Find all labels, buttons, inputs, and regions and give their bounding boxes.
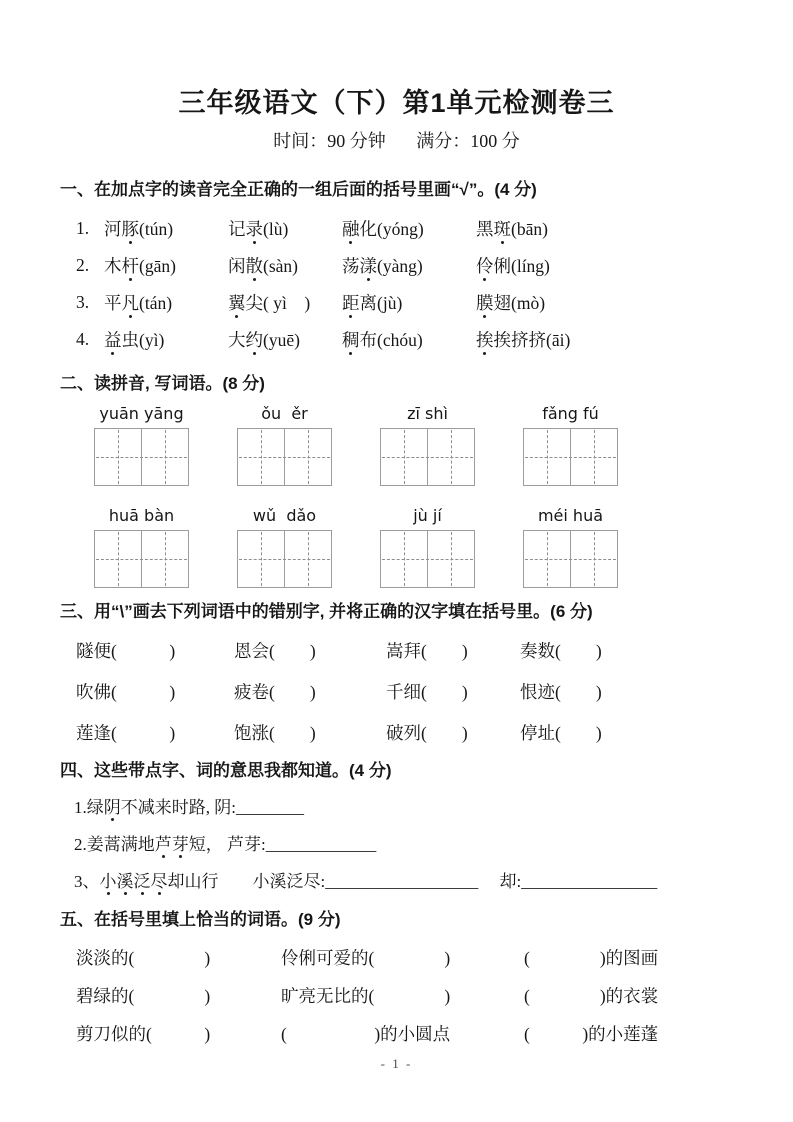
fill-word-item: 旷亮无比的( ) [281,985,451,1006]
emphasized-character: 挨 [476,327,494,352]
exam-meta [0,129,793,153]
writing-grid [523,428,618,486]
typo-word-item: 饱涨( ) [234,723,316,743]
time-limit: 时间：90 分钟 [273,131,386,151]
pinyin-label: fǎng fú [542,404,599,423]
section5-heading: 五、在括号里填上恰当的词语。(9 分) [60,910,341,929]
section1-heading: 一、在加点字的读音完全正确的一组后面的括号里画“√”。(4 分) [60,180,537,199]
pinyin-label: jù jí [413,506,442,525]
grid-cell [571,531,617,587]
typo-word-item: 奏数( ) [520,641,602,661]
writing-grid [94,428,189,486]
fill-word-item: 淡淡的( ) [76,947,211,968]
section4-heading: 四、这些带点字、词的意思我都知道。(4 分) [60,761,392,780]
pinyin-writing-block [237,404,332,486]
emphasized-character: 距 [342,290,360,315]
emphasized-character: 芽 [172,830,189,855]
fill-word-item: ( )的小圆点 [281,1023,451,1044]
word-pronunciation-item: 翼尖( yì ) [228,290,342,315]
emphasized-character: 膜 [476,290,494,315]
section2-heading: 二、读拼音, 写词语。(8 分) [60,374,265,393]
typo-word-item: 隧便( ) [76,641,176,661]
typo-word-row [76,630,749,671]
grid-cell [95,531,142,587]
typo-word-item: 破列( ) [386,723,468,743]
emphasized-character: 杆 [122,253,140,278]
pinyin-writing-block [94,506,189,588]
writing-grid [523,530,618,588]
word-pronunciation-item: 黑斑(bān) [476,216,749,241]
grid-cell [142,429,188,485]
emphasized-character: 阴 [104,793,121,818]
full-score: 满分：100 分 [416,131,520,151]
pinyin-grid-row-2 [94,506,749,588]
writing-grid [237,428,332,486]
pinyin-writing-block [237,506,332,588]
word-pronunciation-item: 大约(yuē) [228,327,342,352]
pinyin-writing-block [380,506,475,588]
word-pronunciation-item: 河豚(tún) [104,216,228,241]
fill-word-item: ( )的图画 [524,947,659,968]
typo-word-item: 恩会( ) [234,641,316,661]
emphasized-character: 稠 [342,327,360,352]
typo-word-item: 疲卷( ) [234,682,316,702]
section3-heading: 三、用“\”画去下列词语中的错别字, 并将正确的汉字填在括号里。(6 分) [60,602,593,621]
grid-cell [381,531,428,587]
emphasized-character: 融 [342,216,360,241]
grid-cell [524,531,571,587]
typo-word-item: 嵩拜( ) [386,641,468,661]
emphasized-character: 斑 [494,216,512,241]
typo-word-item: 千细( ) [386,682,468,702]
emphasized-character: 散 [246,253,264,278]
meaning-question-line: 1.绿 阴 不减来时路, 阴:________ [74,787,749,824]
word-pronunciation-item: 平凡(tán) [104,290,228,315]
word-pronunciation-item: 荡漾(yàng) [342,253,476,278]
word-pronunciation-item: 记录(lù) [228,216,342,241]
question-number: 3. [76,292,90,312]
grid-cell [524,429,571,485]
word-pronunciation-item: 挨挨挤挤(āi) [476,327,749,352]
grid-cell [428,429,474,485]
typo-word-item: 莲逢( ) [76,723,176,743]
footer-page-number: - 1 - [380,1056,413,1071]
pinyin-label: huā bàn [108,506,175,525]
word-pronunciation-item: 距离(jù) [342,290,476,315]
meaning-question-line: 3、 小 溪 泛 尽 却山行 小溪泛尽:__________________ 却:________________ [74,861,749,898]
pinyin-label: wǔ dǎo [252,506,317,525]
emphasized-character: 小 [100,867,117,892]
pinyin-label: ǒu ěr [261,404,308,423]
typo-word-row [76,671,749,712]
pinyin-label: yuān yāng [99,404,184,423]
question-row-2 [76,247,749,284]
grid-cell [571,429,617,485]
emphasized-character: 豚 [122,216,140,241]
grid-cell [95,429,142,485]
word-pronunciation-item: 益虫(yì) [104,327,228,352]
section3-questions [76,630,749,753]
typo-word-item: 吹佛( ) [76,682,176,702]
emphasized-character: 漾 [360,253,378,278]
pinyin-grid-row-1 [94,404,749,486]
grid-cell [428,531,474,587]
word-pronunciation-item: 膜翅(mò) [476,290,749,315]
meaning-question-line: 2.姜蒿满地 芦 芽 短， 芦芽:_____________ [74,824,749,861]
pinyin-writing-block [523,506,618,588]
pinyin-label: zī shì [407,404,448,423]
section5-questions [76,938,749,1052]
word-pronunciation-item: 融化(yóng) [342,216,476,241]
emphasized-character: 凡 [122,290,140,315]
typo-word-item: 恨迹( ) [520,682,602,702]
word-pronunciation-item: 稠布(chóu) [342,327,476,352]
fill-word-row [76,976,749,1014]
word-pronunciation-item: 闲散(sàn) [228,253,342,278]
grid-cell [238,531,285,587]
emphasized-character: 录 [246,216,264,241]
word-pronunciation-item: 伶俐(líng) [476,253,749,278]
grid-cell [381,429,428,485]
emphasized-character: 溪 [117,867,134,892]
question-number: 4. [76,329,90,349]
grid-cell [285,429,331,485]
question-row-1 [76,210,749,247]
grid-cell [238,429,285,485]
pinyin-writing-block [523,404,618,486]
emphasized-character: 泛 [134,867,151,892]
fill-word-item: 剪刀似的( ) [76,1023,211,1044]
emphasized-character: 尽 [151,867,168,892]
word-pronunciation-item: 木杆(gān) [104,253,228,278]
fill-word-row [76,938,749,976]
emphasized-character: 益 [104,327,122,352]
fill-word-row [76,1014,749,1052]
pinyin-writing-block [94,404,189,486]
question-row-4 [76,321,749,358]
emphasized-character: 伶 [476,253,494,278]
grid-cell [285,531,331,587]
emphasized-character: 约 [246,327,264,352]
writing-grid [380,530,475,588]
exam-body [0,178,793,1052]
question-number: 2. [76,255,90,275]
fill-word-item: ( )的小莲蓬 [524,1023,659,1044]
writing-grid [380,428,475,486]
pinyin-writing-block [380,404,475,486]
fill-word-item: ( )的衣裳 [524,985,659,1006]
section4-questions [74,787,749,898]
typo-word-row [76,712,749,753]
emphasized-character: 翼 [228,290,246,315]
writing-grid [94,530,189,588]
writing-grid [237,530,332,588]
fill-word-item: 伶俐可爱的( ) [281,947,451,968]
section1-questions [76,210,749,358]
typo-word-item: 停址( ) [520,723,602,743]
page-title: 三年级语文（下）第1单元检测卷三 [178,88,615,118]
grid-cell [142,531,188,587]
question-row-3 [76,284,749,321]
emphasized-character: 芦 [155,830,172,855]
fill-word-item: 碧绿的( ) [76,985,211,1006]
question-number: 1. [76,218,90,238]
pinyin-label: méi huā [537,506,604,525]
